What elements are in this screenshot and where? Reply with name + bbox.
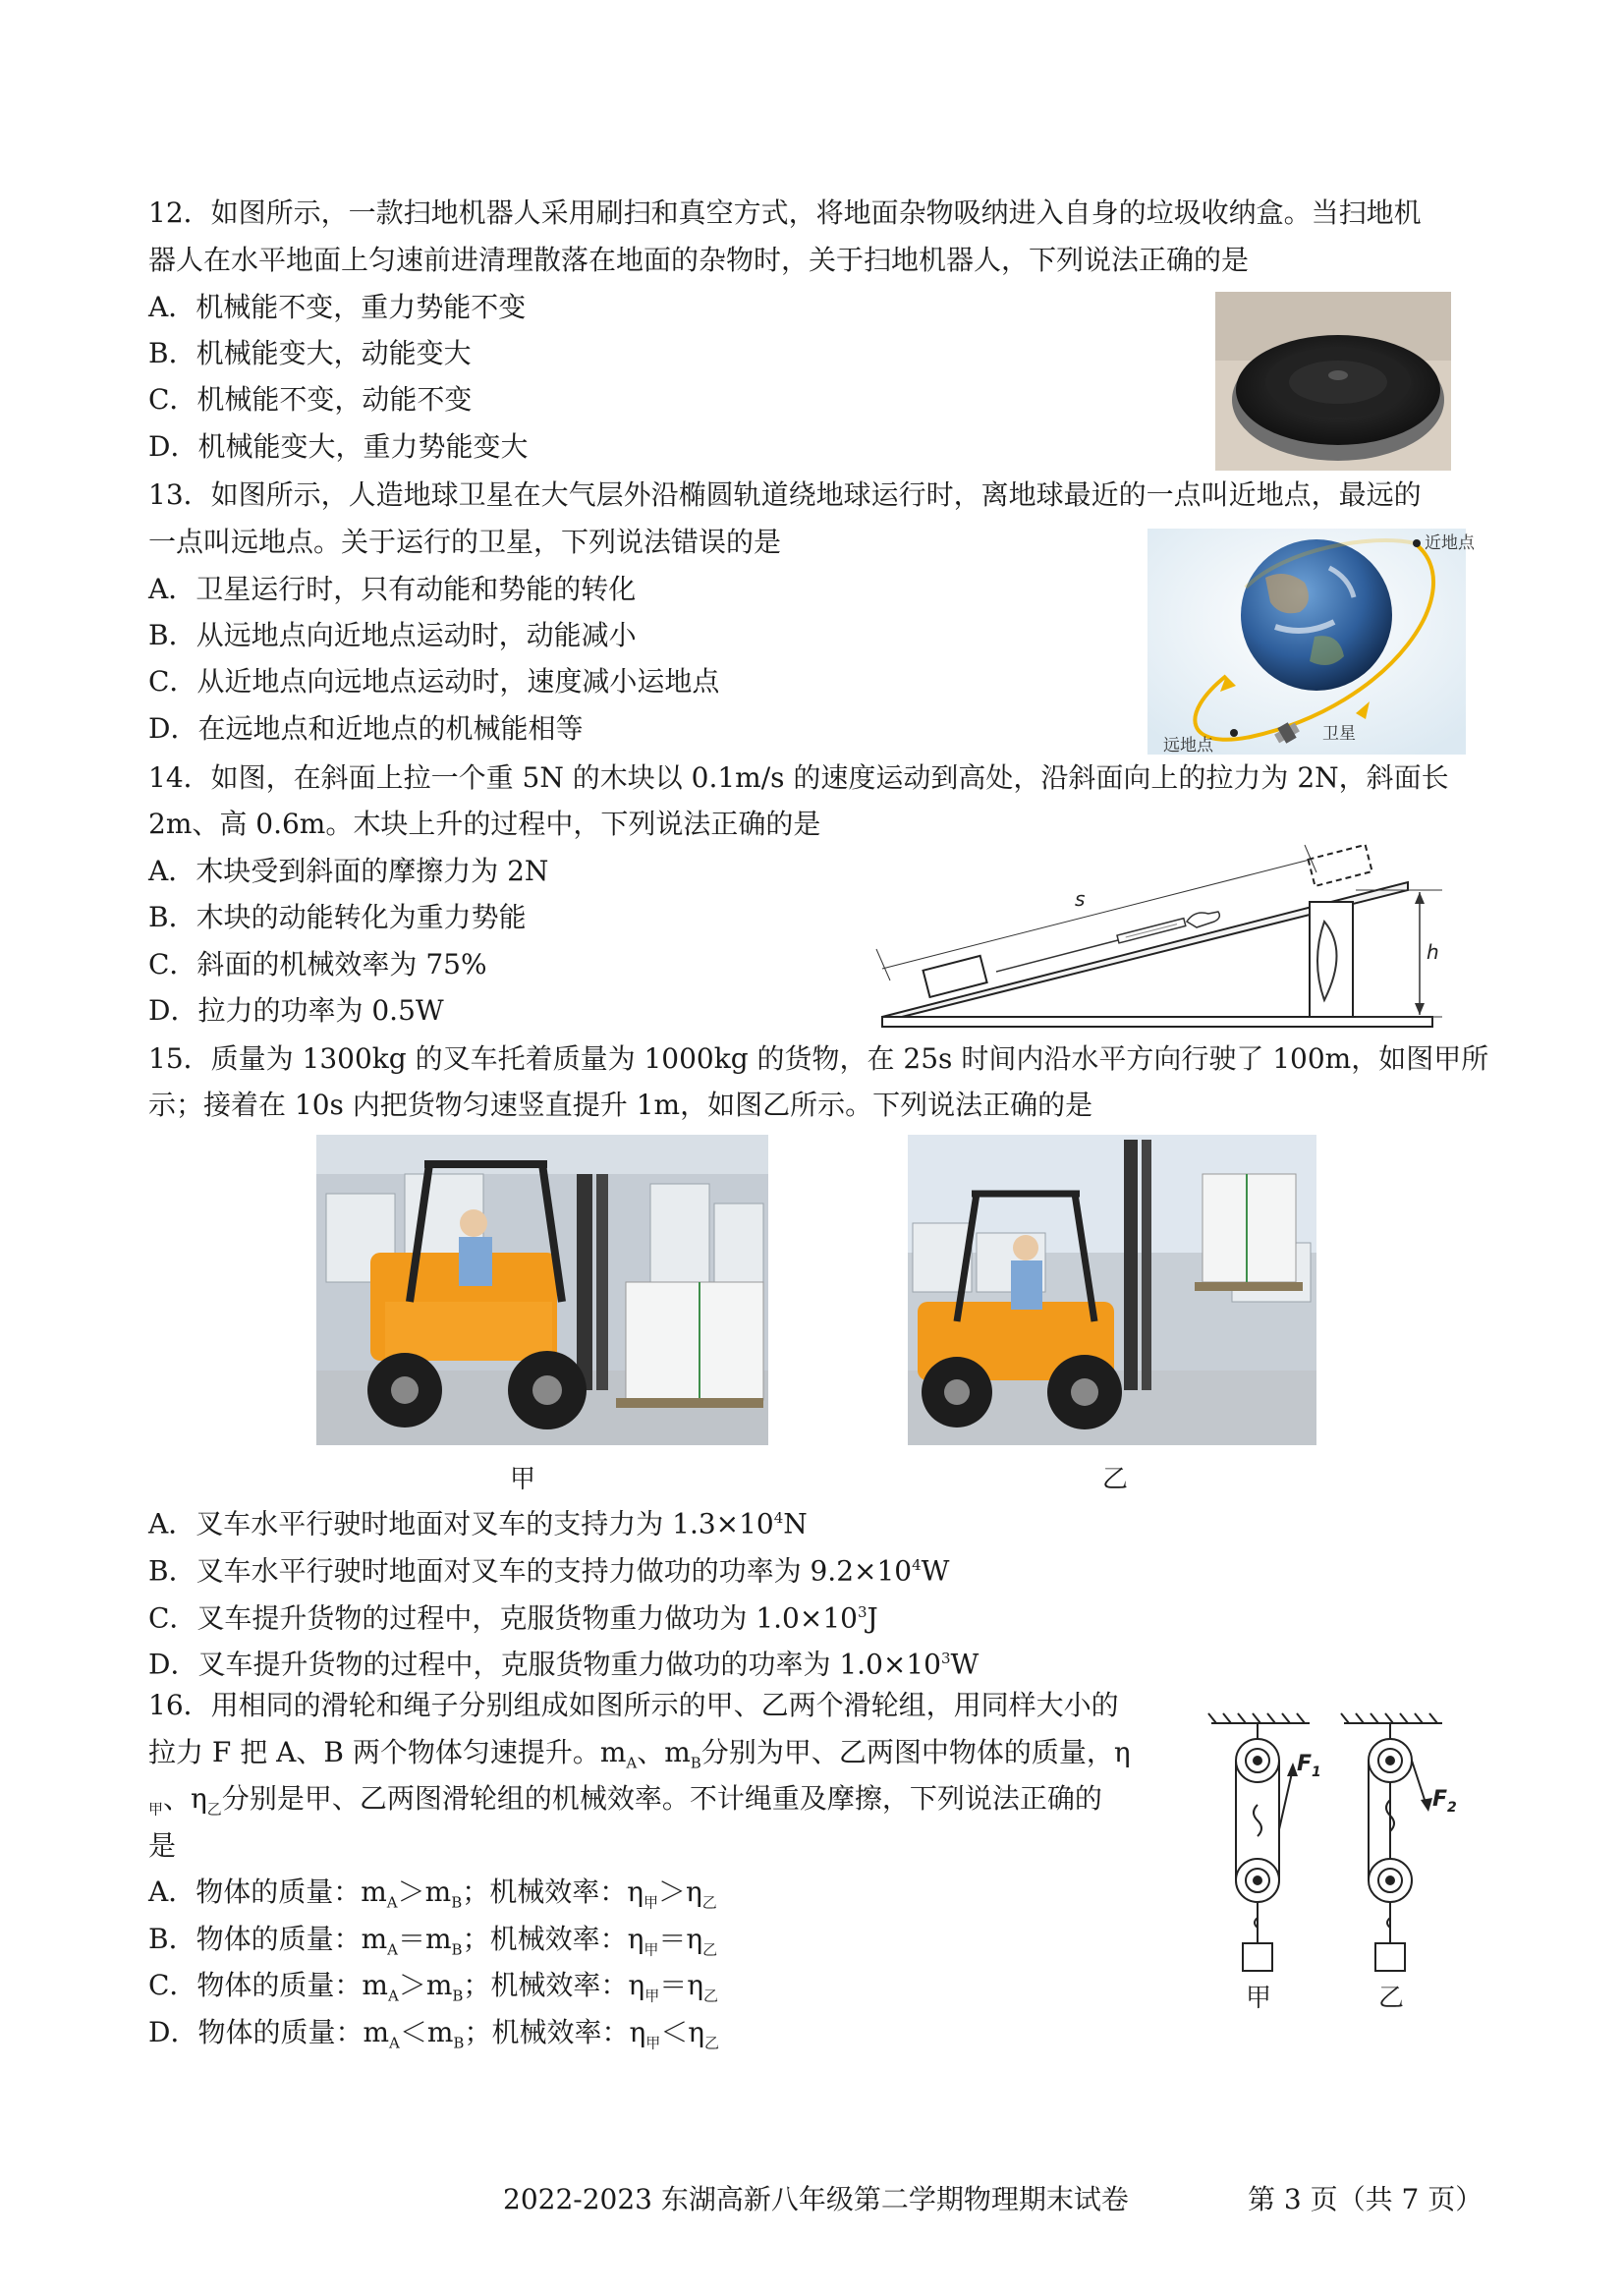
q12-option-d: D．机械能变大，重力势能变大 [148,430,529,463]
q13-option-c: C．从近地点向远地点运动时，速度减小运地点 [148,665,720,698]
slope-length-label: s [1075,887,1086,911]
q13-option-b: B．从远地点向近地点运动时，动能减小 [148,619,637,651]
q12-stem-line2: 器人在水平地面上匀速前进清理散落在地面的杂物时，关于扫地机器人，下列说法正确的是 [148,244,1250,276]
apogee-label: 远地点 [1163,736,1213,756]
q13-stem-line2: 一点叫远地点。关于运行的卫星，下列说法错误的是 [148,526,782,558]
pulley-label-yi: 乙 [1378,1984,1405,2013]
footer-page-number: 第 3 页（共 7 页） [1248,2183,1483,2215]
q16-option-a: A．物体的质量：$m_A>m_B$；机械效率：$\eta_甲>\eta_乙$ [148,1876,717,1912]
q16-option-c: C．物体的质量：$m_A>m_B$；机械效率：$\eta_甲=\eta_乙$ [148,1969,719,2005]
q16-option-d: D．物体的质量：$m_A<m_B$；机械效率：$\eta_甲<\eta_乙$ [148,2016,720,2052]
q14-option-c: C．斜面的机械效率为 75% [148,948,487,980]
q14-stem-line2: 2m、高 0.6m。木块上升的过程中，下列说法正确的是 [148,808,821,840]
footer-exam-title: 2022-2023 东湖高新八年级第二学期物理期末试卷 [503,2183,1129,2215]
q13-option-a: A．卫星运行时，只有动能和势能的转化 [148,573,637,605]
q16-stem-line1: 16．用相同的滑轮和绳子分别组成如图所示的甲、乙两个滑轮组，用同样大小的 [148,1689,1119,1721]
q14-option-d: D．拉力的功率为 0.5W [148,994,444,1027]
q13-option-d: D．在远地点和近地点的机械能相等 [148,712,584,745]
q12-option-a: A．机械能不变，重力势能不变 [148,291,527,323]
q16-stem-line3: $_甲$、$\eta_乙$分别是甲、乙两图滑轮组的机械效率。不计绳重及摩擦，下列说法正确的 [148,1782,1102,1819]
perigee-label: 近地点 [1425,533,1475,553]
q16-stem-line4: 是 [148,1829,177,1862]
q12-option-c: C．机械能不变，动能不变 [148,383,473,416]
force-f1-label: $F_1$ [1297,1752,1321,1780]
height-label: h [1427,940,1439,964]
q14-option-b: B．木块的动能转化为重力势能 [148,901,527,933]
satellite-orbit-figure [1147,529,1475,756]
q15-option-c: C．叉车提升货物的过程中，克服货物重力做功为 $1.0\times 10^3J$ [148,1601,878,1635]
caption-jia: 甲 [510,1465,536,1494]
q12-stem-line1: 12．如图所示，一款扫地机器人采用刷扫和真空方式，将地面杂物吸纳进入自身的垃圾收纳盒。当扫地机 [148,196,1422,229]
q13-stem-line1: 13．如图所示，人造地球卫星在大气层外沿椭圆轨道绕地球运行时，离地球最近的一点叫近地点，最远的 [148,478,1422,511]
robot-vacuum-image [1215,292,1451,471]
forklift-driving-image [316,1135,768,1445]
q14-option-a: A．木块受到斜面的摩擦力为 2N [148,855,549,887]
q15-stem-line2: 示；接着在 10s 内把货物匀速竖直提升 1m，如图乙所示。下列说法正确的是 [148,1089,1093,1121]
pulley-systems-figure [1206,1711,1501,2026]
caption-yi: 乙 [1102,1465,1129,1494]
forklift-lifting-image [908,1135,1316,1445]
q16-option-b: B．物体的质量：$m_A=m_B$；机械效率：$\eta_甲=\eta_乙$ [148,1923,718,1959]
force-f2-label: $F_2$ [1432,1787,1457,1816]
q16-stem-line2: 拉力 F 把 A、B 两个物体匀速提升。$m_A$、$m_B$分别为甲、乙两图中物体的质量，η [148,1736,1131,1772]
incline-figure [863,843,1454,1032]
q15-stem-line1: 15．质量为 1300kg 的叉车托着质量为 1000kg 的货物，在 25s 时间内沿水平方向行驶了 100m，如图甲所 [148,1042,1489,1075]
pulley-label-jia: 甲 [1246,1984,1272,2013]
q14-stem-line1: 14．如图，在斜面上拉一个重 5N 的木块以 0.1m/s 的速度运动到高处，沿斜面向上的拉力为 2N，斜面长 [148,761,1449,794]
q15-option-b: B．叉车水平行驶时地面对叉车的支持力做功的功率为 $9.2\times 10^4W$ [148,1554,950,1588]
q12-option-b: B．机械能变大，动能变大 [148,337,472,369]
q15-option-a: A．叉车水平行驶时地面对叉车的支持力为 $1.3\times 10^4N$ [148,1507,808,1540]
q15-option-d: D．叉车提升货物的过程中，克服货物重力做功的功率为 $1.0\times 10^3W$ [148,1648,979,1681]
satellite-label: 卫星 [1322,724,1356,744]
